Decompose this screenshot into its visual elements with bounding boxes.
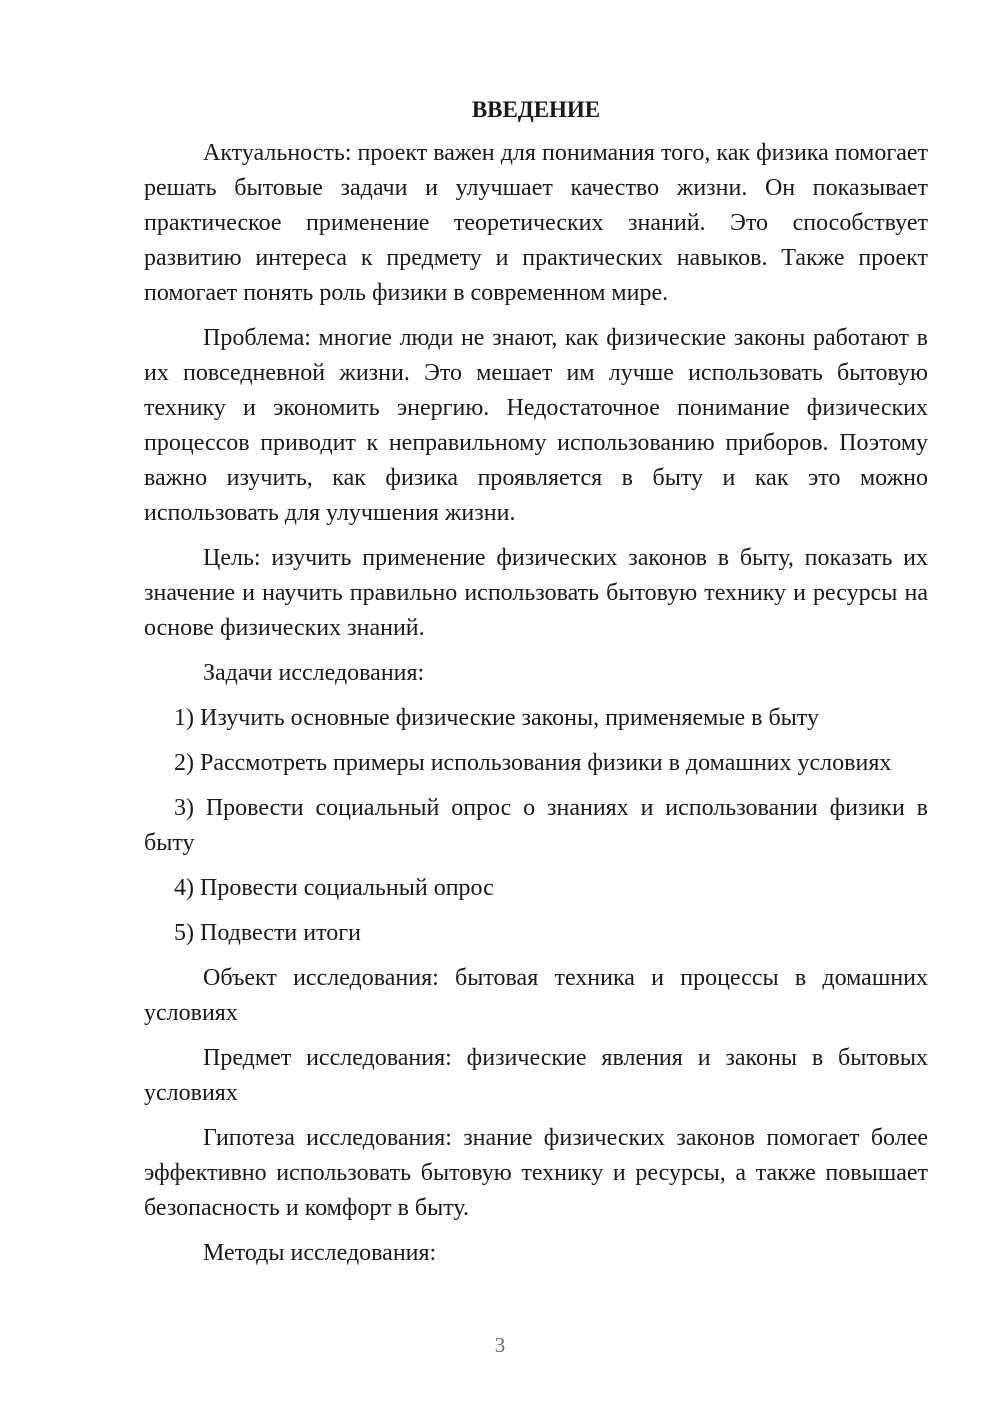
subject-paragraph: Предмет исследования: физические явления и законы в бытовых условиях (144, 1045, 928, 1106)
task-item-2: 2) Рассмотреть примеры использования физики в домашних условиях (174, 750, 892, 776)
task-item-5: 5) Подвести итоги (174, 920, 361, 946)
methods-heading: Методы исследования: (203, 1240, 437, 1266)
goal-paragraph: Цель: изучить применение физических законов в быту, показать их значение и научить правильно использовать бытовую технику и ресурсы на основе физических знаний. (144, 545, 928, 641)
hypothesis-paragraph: Гипотеза исследования: знание физических законов помогает более эффективно использовать бытовую технику и ресурсы, а также повышает безопасность и комфорт в быту. (144, 1125, 928, 1221)
relevance-paragraph: Актуальность: проект важен для понимания того, как физика помогает решать бытовые задачи и улучшает качество жизни. Он показывает практическое применение теоретических знаний. Это способствует развитию интереса к предмету и практических навыков. Также проект помогает понять роль физики в современном мире. (144, 140, 928, 306)
tasks-heading: Задачи исследования: (203, 660, 425, 686)
problem-paragraph: Проблема: многие люди не знают, как физические законы работают в их повседневной жизни. Это мешает им лучше использовать бытовую технику и экономить энергию. Недостаточное понимание физических процессов приводит к неправильному использованию приборов. Поэтому важно изучить, как физика проявляется в быту и как это можно использовать для улучшения жизни. (144, 325, 928, 526)
object-paragraph: Объект исследования: бытовая техника и процессы в домашних условиях (144, 965, 928, 1026)
page-number: 3 (494, 1333, 506, 1357)
task-item-3: 3) Провести социальный опрос о знаниях и использовании физики в быту (144, 795, 928, 856)
section-title: ВВЕДЕНИЕ (471, 97, 601, 122)
page-content (144, 94, 928, 1281)
task-item-1: 1) Изучить основные физические законы, применяемые в быту (174, 705, 819, 731)
task-item-4: 4) Провести социальный опрос (174, 875, 494, 901)
